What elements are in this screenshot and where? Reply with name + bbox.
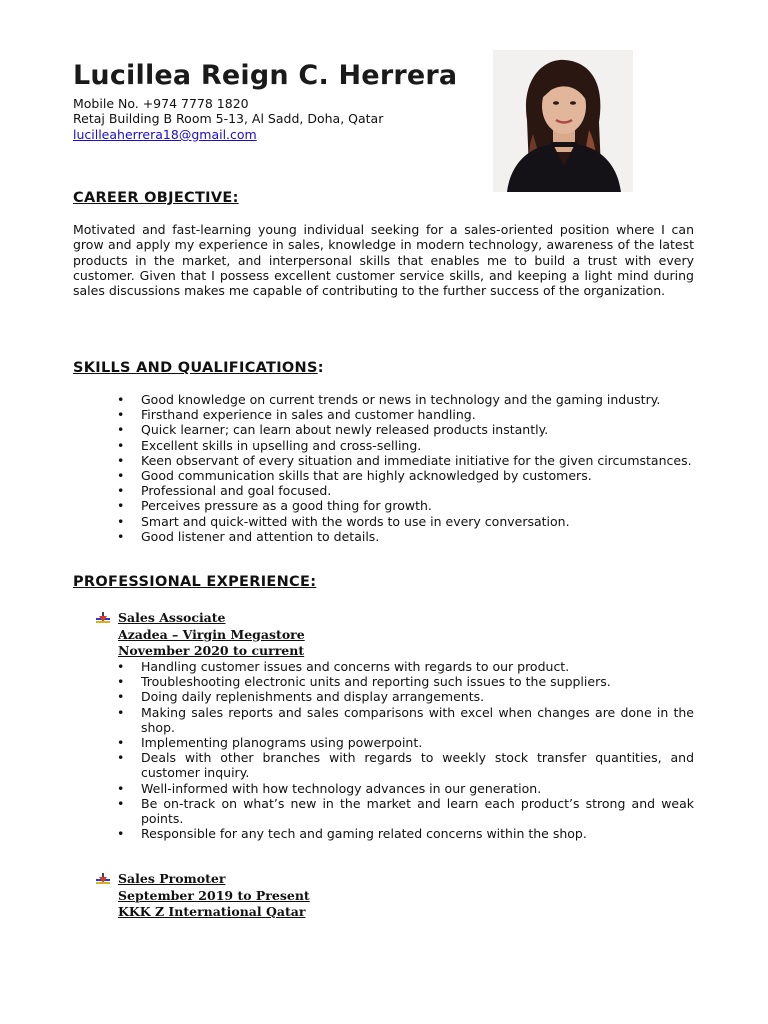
skills-heading-colon: : <box>317 360 324 376</box>
address: Retaj Building B Room 5-13, Al Sadd, Doha, Qatar <box>73 111 384 126</box>
email-link[interactable]: lucilleaherrera18@gmail.com <box>73 127 257 142</box>
experience-heading-text: PROFESSIONAL EXPERIENCE: <box>73 574 317 590</box>
skills-heading-text: SKILLS AND QUALIFICATIONS <box>73 360 318 376</box>
career-objective-heading-text: CAREER OBJECTIVE: <box>73 190 239 206</box>
career-objective-heading <box>73 190 239 206</box>
list-item: • Excellent skills in upselling and cross-selling. <box>117 438 694 453</box>
arrow-down-bullet-icon <box>96 612 110 624</box>
job-period: September 2019 to Present <box>118 887 310 903</box>
list-item: • Smart and quick-witted with the words to use in every conversation. <box>117 514 694 529</box>
list-item: • Troubleshooting electronic units and reporting such issues to the suppliers. <box>117 674 694 689</box>
job-period: November 2020 to current <box>118 643 305 658</box>
mobile-number: Mobile No. +974 7778 1820 <box>73 96 249 111</box>
job-sales-promoter <box>96 871 339 921</box>
list-item: • Good knowledge on current trends or news in technology and the gaming industry. <box>117 392 694 407</box>
list-item: • Perceives pressure as a good thing for growth. <box>117 498 694 513</box>
job-title: Sales Associate <box>118 610 226 625</box>
list-item: • Good listener and attention to details. <box>117 529 694 544</box>
list-item: • Professional and goal focused. <box>117 483 694 498</box>
job-title: Sales Promoter <box>118 871 226 886</box>
list-item: • Well-informed with how technology advances in our generation. <box>117 781 694 796</box>
profile-photo <box>493 50 633 192</box>
job-company: Azadea – Virgin Megastore <box>118 626 305 642</box>
job-company: KKK Z International Qatar <box>118 904 306 919</box>
duties-list <box>117 659 694 841</box>
career-objective-text: Motivated and fast-learning young individual seeking for a sales-oriented position where I can grow and apply my experience in sales, knowledge in modern technology, awareness of the latest products in the market, and interpersonal skills that enables me to build a trust with every customer. Given that I possess excellent customer service skills, and keeping a light mind during sales discussions makes me capable of contributing to the further success of the organization. <box>73 222 694 299</box>
list-item: • Deals with other branches with regards to weekly stock transfer quantities, and customer inquiry. <box>117 750 694 780</box>
skills-heading <box>73 360 324 376</box>
resume-name: Lucillea Reign C. Herrera <box>73 60 458 91</box>
arrow-down-bullet-icon <box>96 873 110 885</box>
job-sales-associate <box>96 610 305 660</box>
list-item: • Good communication skills that are highly acknowledged by customers. <box>117 468 694 483</box>
experience-heading <box>73 574 316 590</box>
list-item: • Responsible for any tech and gaming related concerns within the shop. <box>117 826 694 841</box>
list-item: • Keen observant of every situation and immediate initiative for the given circumstances. <box>117 453 694 468</box>
list-item: • Making sales reports and sales comparisons with excel when changes are done in the shop. <box>117 705 694 735</box>
skills-list <box>117 392 694 544</box>
list-item: • Quick learner; can learn about newly released products instantly. <box>117 422 694 437</box>
list-item: • Handling customer issues and concerns with regards to our product. <box>117 659 694 674</box>
list-item: • Implementing planograms using powerpoint. <box>117 735 694 750</box>
list-item: • Firsthand experience in sales and customer handling. <box>117 407 694 422</box>
list-item: • Be on-track on what’s new in the market and learn each product’s strong and weak points. <box>117 796 694 826</box>
list-item: • Doing daily replenishments and display arrangements. <box>117 689 694 704</box>
